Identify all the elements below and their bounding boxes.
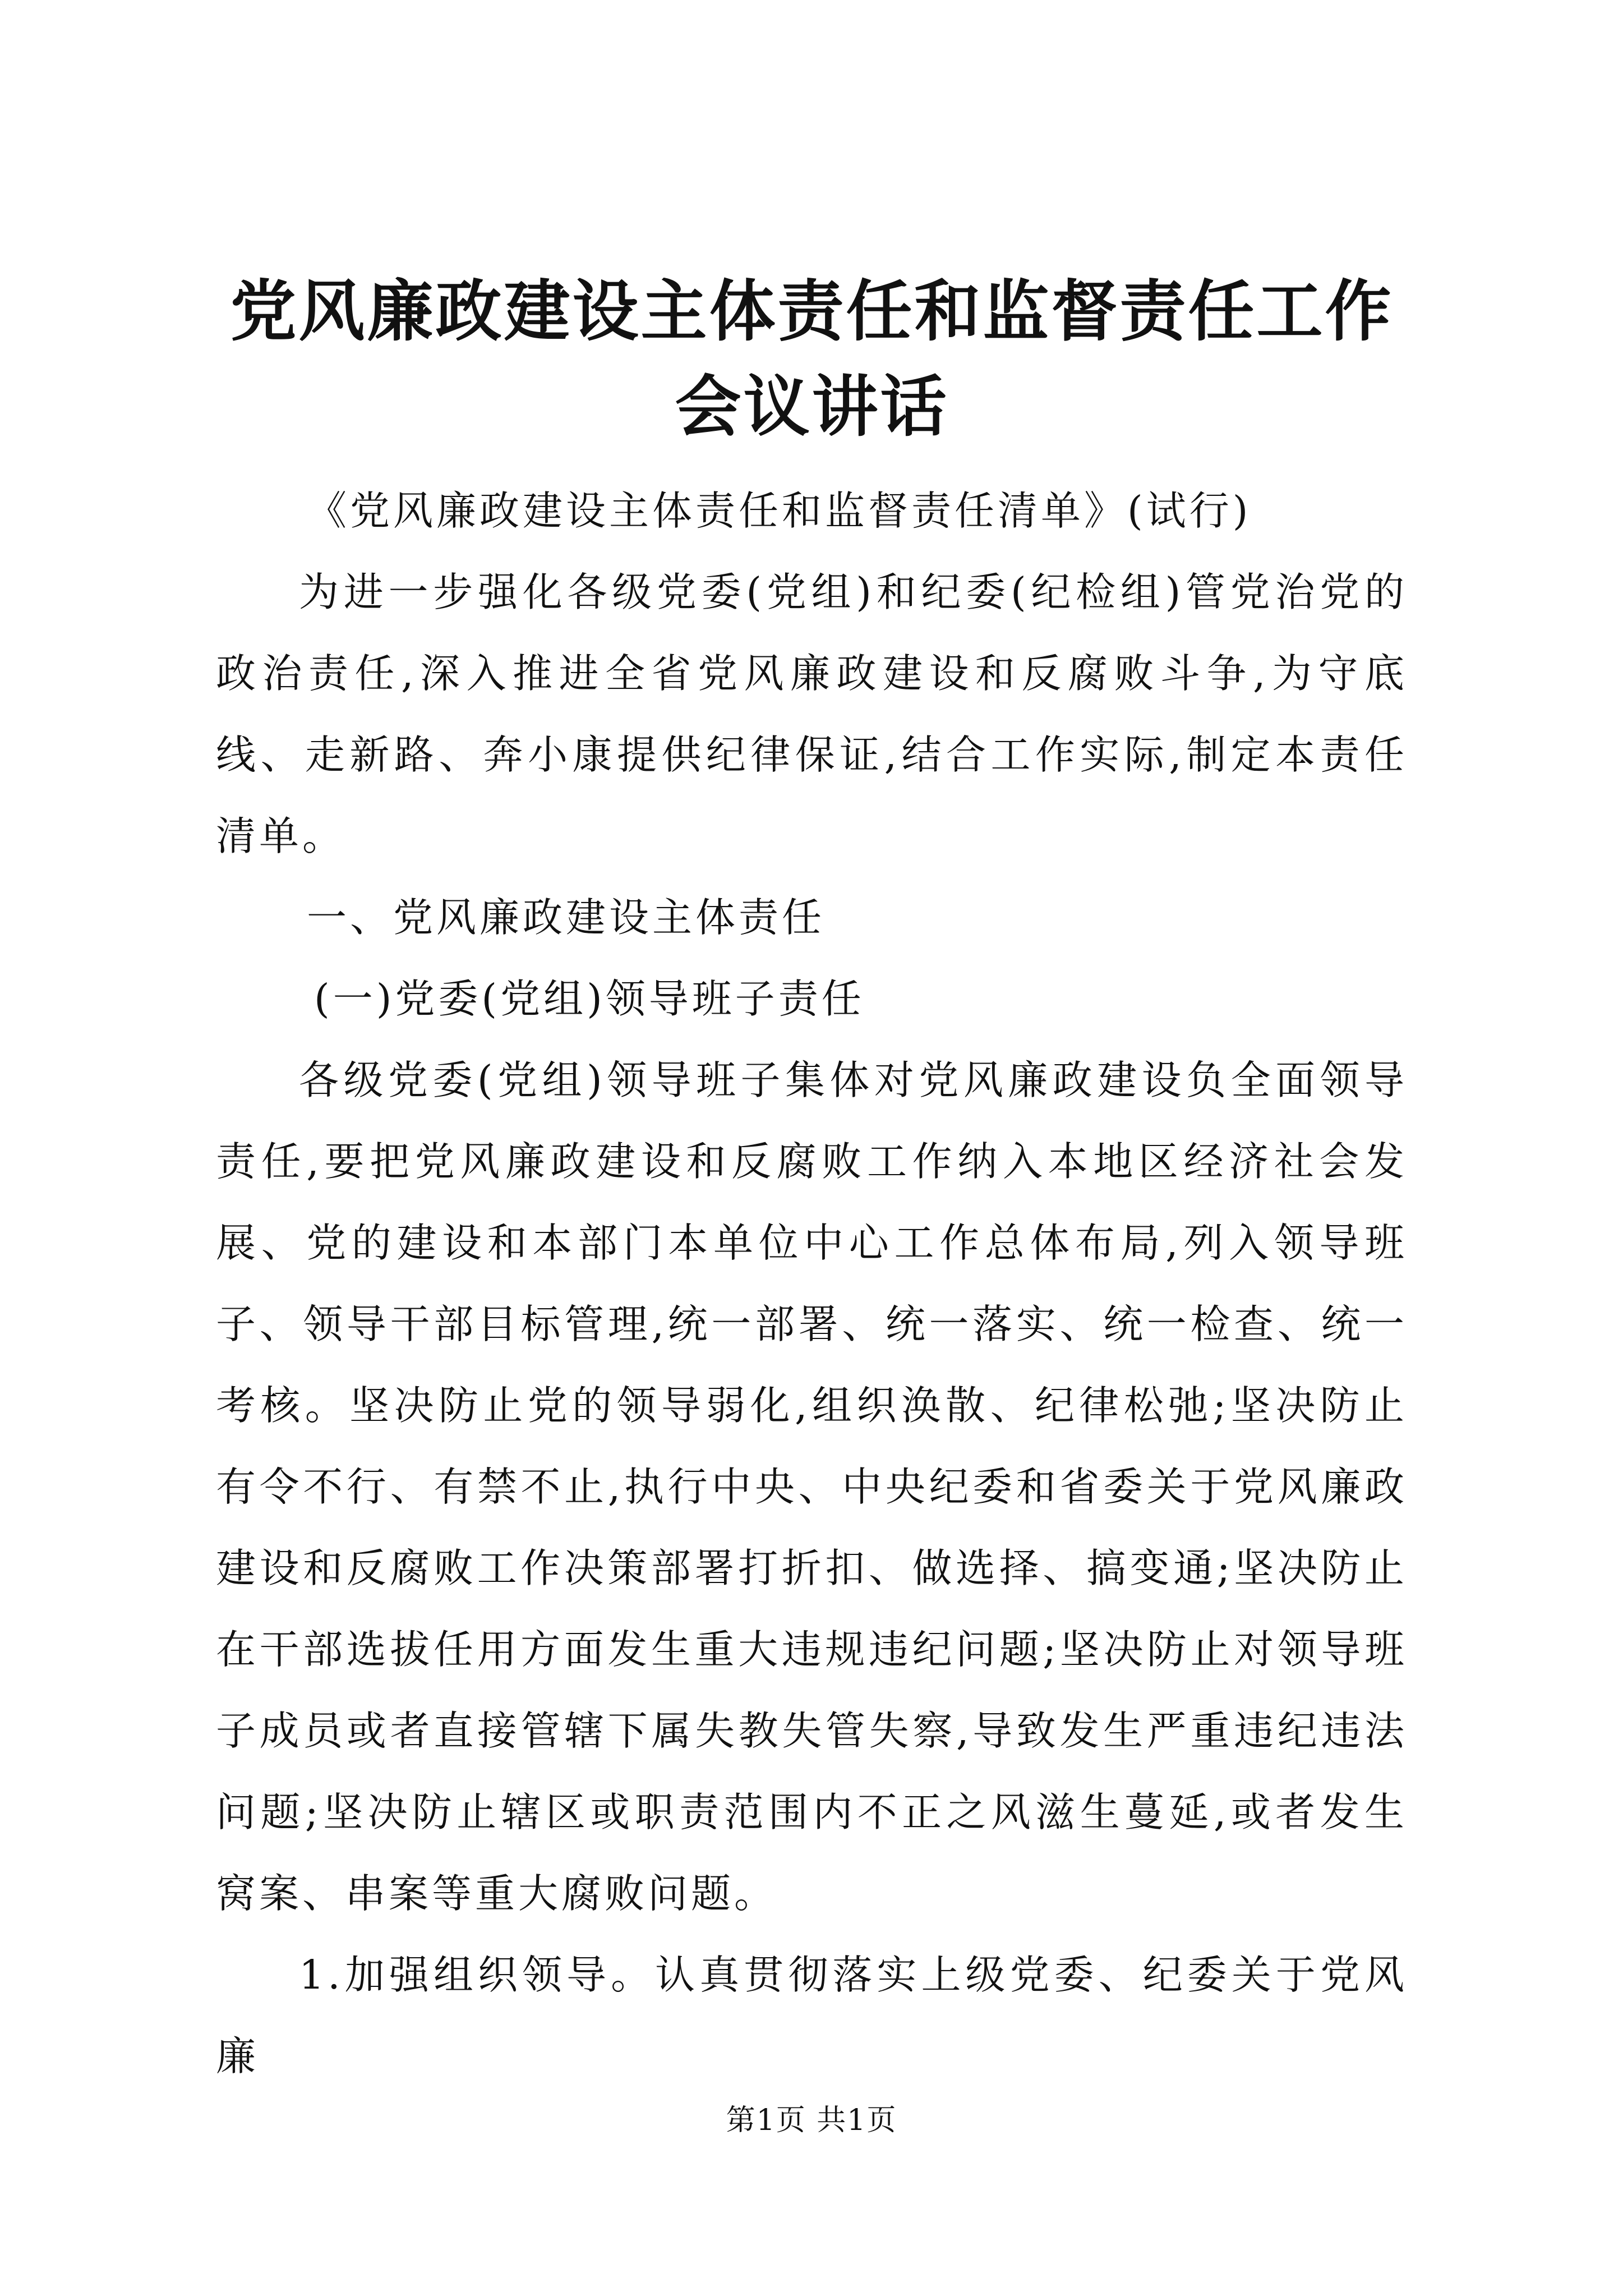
page-footer: 第1页 共1页 bbox=[726, 2104, 897, 2137]
document-body bbox=[216, 470, 1408, 2097]
numbered-item: 1.加强组织领导。认真贯彻落实上级党委、纪委关于党风廉 bbox=[216, 1952, 1408, 2079]
subsection-paragraph: 各级党委(党组)领导班子集体对党风廉政建设负全面领导责任,要把党风廉政建设和反腐败工作纳入本地区经济社会发展、党的建设和本部门本单位中心工作总体布局,列入领导班子、领导干部目标管理,统一部署、统一落实、统一检查、统一考核。坚决防止党的领导弱化,组织涣散、纪律松弛;坚决防止有令不行、有禁不止,执行中央、中央纪委和省委关于党风廉政建设和反腐败工作决策部署打折扣、做选择、搞变通;坚决防止在干部选拔任用方面发生重大违规违纪问题;坚决防止对领导班子成员或者直接管辖下属失教失管失察,导致发生严重违纪违法问题;坚决防止辖区或职责范围内不正之风滋生蔓延,或者发生窝案、串案等重大腐败问题。 bbox=[216, 1057, 1408, 1917]
document-subtitle: 《党风廉政建设主体责任和监督责任清单》(试行) bbox=[307, 487, 1252, 534]
section-heading: 一、党风廉政建设主体责任 bbox=[307, 894, 826, 941]
subsection-heading: (一)党委(党组)领导班子责任 bbox=[314, 976, 865, 1022]
intro-paragraph: 为进一步强化各级党委(党组)和纪委(纪检组)管党治党的政治责任,深入推进全省党风廉政建设和反腐败斗争,为守底线、走新路、奔小康提供纪律保证,结合工作实际,制定本责任清单。 bbox=[216, 569, 1408, 859]
document-title: 党风廉政建设主体责任和监督责任工作会议讲话 bbox=[230, 272, 1394, 445]
